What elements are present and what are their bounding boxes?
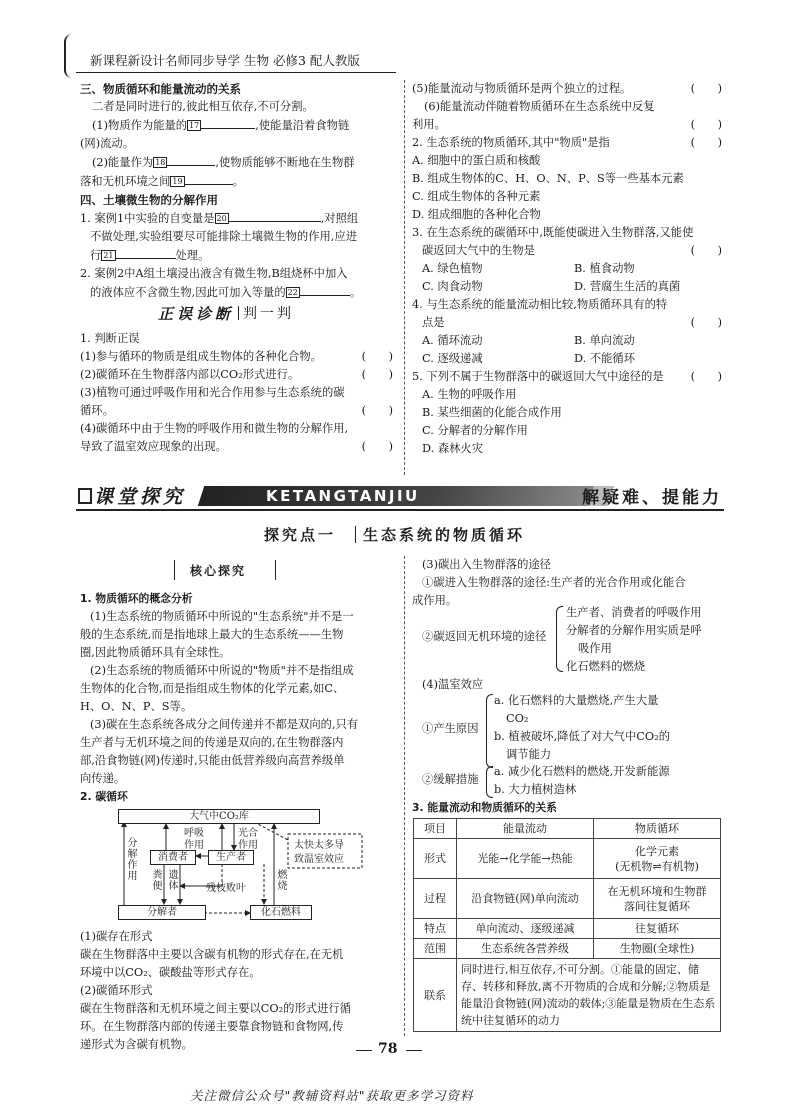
fill-blank-21[interactable] — [116, 246, 176, 259]
table-row — [414, 939, 721, 959]
consumer-box: 消费者 — [150, 850, 196, 865]
question-4b: 点是 ( ) — [412, 314, 722, 332]
judge-item-5: (5)能量流动与物质循环是两个独立的过程。 ( ) — [412, 80, 722, 98]
q4-option-d[interactable]: D. 不能循环 — [574, 352, 636, 365]
fill-blank-22[interactable] — [300, 283, 350, 296]
photosynthesis-label-2: 作用 — [238, 840, 258, 851]
carbon-forms-block — [80, 928, 395, 1054]
header-bracket — [64, 34, 72, 78]
table-cell: 往复循环 — [594, 919, 721, 939]
column-divider-top — [404, 80, 405, 475]
r4a-item-3: 调节能力 — [506, 748, 552, 761]
photosynthesis-label: 光合 — [238, 828, 258, 839]
s3-line5: 落和无机环境之间 19 。 — [80, 172, 390, 191]
comparison-table — [413, 818, 721, 1032]
comparison-table-wrap — [413, 818, 721, 1032]
q3-option-b[interactable]: B. 植食动物 — [574, 262, 635, 275]
banner-underline — [76, 509, 724, 511]
excreta-label: 粪便 — [152, 870, 163, 892]
table-cell: 形式 — [414, 839, 457, 879]
header-rule — [76, 72, 396, 73]
s3-line4: (2)能量作为 18 ,使物质能够不断地在生物群 — [80, 153, 390, 172]
banner-square-icon — [78, 488, 92, 504]
r3-title: (3)碳出入生物群落的途径 — [422, 558, 551, 571]
table-row — [414, 879, 721, 919]
r3b-item-0: 生产者、消费者的呼吸作用 — [566, 606, 702, 619]
fill-blank-17[interactable] — [201, 116, 255, 129]
judge-block — [80, 330, 393, 456]
question-3a: 3. 在生态系统的碳循环中,既能使碳进入生物群落,又能使 — [412, 226, 694, 239]
q2-option-a[interactable]: A. 细胞中的蛋白质和核酸 — [412, 154, 541, 167]
judge-item-6b: 利用。 ( ) — [412, 116, 722, 134]
right-bottom-column — [412, 556, 724, 610]
r4b-brace — [486, 766, 493, 798]
section-banner — [76, 480, 724, 510]
producer-box: 生产者 — [208, 850, 254, 865]
answer-paren[interactable]: ( ) — [690, 370, 722, 383]
greenhouse-label-2: 致温室效应 — [294, 854, 344, 865]
section3-title: 三、物质循环和能量流动的关系 — [80, 82, 241, 96]
blank-number-20: 20 — [216, 214, 227, 223]
q2-option-b[interactable]: B. 组成生物体的C、H、O、N、P、S等一些基本元素 — [412, 172, 684, 185]
r3b-item-3: 化石燃料的燃烧 — [566, 660, 646, 673]
r3b-list — [566, 604, 702, 676]
s4-line1: 1. 案例1中实验的自变量是 20 ,对照组 — [80, 209, 390, 228]
q4-option-c[interactable]: C. 逐级递减 — [422, 352, 483, 365]
table-header-cell: 项目 — [414, 819, 457, 839]
section-subtitle: 生态系统的物质循环 — [363, 526, 526, 544]
table-row — [414, 919, 721, 939]
judge-item-6a: (6)能量流动伴随着物质循环在生态系统中反复 — [424, 100, 655, 113]
carbon-cycle-diagram — [114, 808, 374, 926]
r4a-item-1: CO₂ — [506, 712, 529, 725]
answer-paren[interactable]: ( ) — [361, 350, 393, 363]
p1-line-1: 般的生态系统,而是指地球上最大的生态系统——生物 — [80, 628, 344, 641]
q5-option-d[interactable]: D. 森林火灾 — [422, 442, 484, 455]
r3b-item-2: 吸作用 — [578, 642, 612, 655]
r4b-item-1: b. 大力植树造林 — [494, 783, 577, 796]
answer-paren[interactable]: ( ) — [690, 316, 722, 329]
banner-mid-text: KETANGTANJIU — [266, 487, 420, 505]
r3b-brace — [556, 606, 563, 672]
p3-line-3: 向传递。 — [80, 772, 126, 785]
table-header-row — [414, 819, 721, 839]
respiration-label-2: 作用 — [184, 840, 204, 851]
c1-line-1: 环境中以CO₂、碳酸盐等形式存在。 — [80, 966, 261, 979]
diagnosis-heading-divider — [238, 306, 239, 320]
q3-option-d[interactable]: D. 营腐生生活的真菌 — [574, 280, 681, 293]
s4-line3: 行 21 处理。 — [80, 246, 390, 265]
table-cell: 过程 — [414, 879, 457, 919]
blank-number-21: 21 — [103, 251, 114, 260]
answer-paren[interactable]: ( ) — [361, 440, 393, 453]
table-cell: 光能→化学能→热能 — [457, 839, 594, 879]
header-title: 新课程新设计名师同步导学 生物 必修3 配人教版 — [90, 53, 360, 68]
answer-paren[interactable]: ( ) — [361, 368, 393, 381]
q5-option-c[interactable]: C. 分解者的分解作用 — [422, 424, 528, 437]
p1-line-0: (1)生态系统的物质循环中所说的"生态系统"并不是一 — [90, 610, 354, 623]
column-divider-bottom — [404, 556, 405, 1036]
table-cell: 在无机环境和生物群 落间往复循环 — [594, 879, 721, 919]
question-4a: 4. 与生态系统的能量流动相比较,物质循环具有的特 — [412, 298, 668, 311]
answer-paren[interactable]: ( ) — [690, 118, 722, 131]
r4a-item-0: a. 化石燃料的大量燃烧,产生大量 — [494, 694, 659, 707]
c2-line-0: 碳在生物群落和无机环境之间主要以CO₂的形式进行循 — [80, 1002, 351, 1015]
judge-item-4a: (4)碳循环中由于生物的呼吸作用和微生物的分解作用, — [80, 422, 349, 435]
q5-option-a[interactable]: A. 生物的呼吸作用 — [422, 388, 517, 401]
section-title-divider — [355, 526, 356, 543]
section-title: 探究点一 — [264, 526, 337, 544]
fossil-fuel-box: 化石燃料 — [250, 905, 312, 920]
blank-number-17: 17 — [189, 121, 200, 130]
q4-options-cd — [412, 350, 722, 368]
banner-right-text: 解疑难、提能力 — [582, 488, 722, 508]
s4-line5: 的液体应不含微生物,因此可加入等量的 22 。 — [80, 283, 390, 302]
r4b-list — [494, 763, 670, 799]
heading-3: 3. 能量流动和物质循环的关系 — [412, 801, 557, 814]
p3-line-0: (3)碳在生态系统各成分之间传递并不都是双向的,只有 — [90, 718, 359, 731]
respiration-label: 呼吸 — [184, 828, 204, 839]
q2-option-c[interactable]: C. 组成生物体的各种元素 — [412, 190, 541, 203]
p1-line-2: 圈,因此物质循环具有全球性。 — [80, 646, 231, 659]
q2-option-d[interactable]: D. 组成细胞的各种化合物 — [412, 208, 541, 221]
p2-line-1: 生物体的化合物,而是指组成生物体的化学元素,如C、 — [80, 682, 345, 695]
corpse-label: 遗体 — [168, 870, 179, 892]
c1-line-0: 碳在生物群落中主要以含碳有机物的形式存在,在无机 — [80, 948, 344, 961]
c2-line-1: 环。在生物群落内部的传递主要靠食物链和食物网,传 — [80, 1020, 344, 1033]
r4a-item-2: b. 植被破坏,降低了对大气中CO₂的 — [494, 730, 671, 743]
judge-title: 1. 判断正误 — [80, 332, 140, 345]
s4-line4: 2. 案例2中A组土壤浸出液含有微生物,B组烧杯中加入 — [80, 267, 348, 280]
answer-paren[interactable]: ( ) — [361, 404, 393, 417]
r4b-item-0: a. 减少化石燃料的燃烧,开发新能源 — [494, 765, 670, 778]
page-number: 78 — [378, 1041, 398, 1057]
r3b-label: ②碳返回无机环境的途径 — [422, 630, 547, 643]
r4b-label: ②缓解措施 — [422, 773, 479, 786]
litter-label: 残枝败叶 — [206, 883, 246, 894]
judge-item-3a: (3)植物可通过呼吸作用和光合作用参与生态系统的碳 — [80, 386, 345, 399]
q4-options-ab — [412, 332, 722, 350]
q5-option-b[interactable]: B. 某些细菌的化能合成作用 — [422, 406, 562, 419]
s4-line2: 不做处理,实验组要尽可能排除土壤微生物的作用,应进 — [90, 230, 358, 243]
answer-paren[interactable]: ( ) — [690, 136, 722, 149]
r3b-item-1: 分解者的分解作用实质是呼 — [566, 624, 702, 637]
judge-item-3b: 循环。 ( ) — [80, 402, 393, 420]
question-3b: 碳返回大气中的生物是 ( ) — [412, 242, 722, 260]
answer-paren[interactable]: ( ) — [690, 82, 722, 95]
table-cell: 化学元素 (无机物⇌有机物) — [594, 839, 721, 879]
right-top-column — [412, 80, 722, 458]
question-2: 2. 生态系统的物质循环,其中"物质"是指 ( ) — [412, 134, 722, 152]
r4-title: (4)温室效应 — [422, 678, 484, 691]
left-top-column — [80, 80, 390, 302]
s3-line2: (1)物质作为能量的 17 ,使能量沿着食物链 — [80, 116, 390, 135]
r3a-line-0: ①碳进入生物群落的途径:生产者的光合作用或化能合 — [422, 576, 686, 589]
table-header-cell: 物质循环 — [594, 819, 721, 839]
c2-title: (2)碳循环形式 — [80, 984, 153, 997]
left-bottom-column — [80, 590, 395, 806]
table-cell: 单向流动、逐级递减 — [457, 919, 594, 939]
p3-line-2: 部,沿食物链(网)传递时,只能由低营养级向高营养级单 — [80, 754, 345, 767]
table-link-cell: 同时进行,相互依存,不可分割。①能量的固定、储存、转移和释放,离不开物质的合成和分解;②物质是能量沿食物链(网)流动的载体;③能量是物质在生态系统中往复循环的动力 — [457, 959, 721, 1032]
p3-line-1: 生产者与无机环境之间的传递是双向的,在生物群落内 — [80, 736, 344, 749]
fill-blank-19[interactable] — [185, 172, 233, 185]
p2-line-2: H、O、N、P、S等。 — [80, 700, 193, 713]
burning-label: 燃烧 — [277, 870, 288, 892]
table-cell: 生态系统各营养级 — [457, 939, 594, 959]
table-cell: 联系 — [414, 959, 457, 1032]
q4-option-a[interactable]: A. 循环流动 — [422, 334, 483, 347]
heading-2: 2. 碳循环 — [80, 790, 128, 803]
fill-blank-20[interactable] — [229, 209, 321, 222]
answer-paren[interactable]: ( ) — [690, 244, 722, 257]
r4a-label: ①产生原因 — [422, 722, 479, 735]
decomposer-box: 分解者 — [118, 905, 206, 920]
r4a-brace — [486, 694, 493, 768]
p2-line-0: (2)生态系统的物质循环中所说的"物质"并不是指组成 — [90, 664, 354, 677]
greenhouse-label-1: 太快太多导 — [294, 840, 344, 851]
question-5: 5. 下列不属于生物群落中的碳返回大气中途径的是 ( ) — [412, 368, 722, 386]
q3-option-a[interactable]: A. 绿色植物 — [422, 262, 483, 275]
table-cell: 范围 — [414, 939, 457, 959]
s3-line1: 二者是同时进行的,彼此相互依存,不可分割。 — [92, 100, 314, 113]
core-label: 核心探究 — [190, 564, 247, 578]
banner-left-text: 课堂探究 — [94, 486, 187, 508]
judge-item-4b: 导致了温室效应现象的出现。 ( ) — [80, 438, 393, 456]
blank-number-18: 18 — [155, 158, 166, 167]
atmosphere-co2-box: 大气中CO₂库 — [118, 809, 320, 824]
heading-1: 1. 物质循环的概念分析 — [80, 592, 193, 605]
c2-line-2: 递形式为含碳有机物。 — [80, 1038, 193, 1051]
s3-line3: (网)流动。 — [80, 137, 135, 150]
q3-option-c[interactable]: C. 肉食动物 — [422, 280, 483, 293]
section4-title: 四、土壤微生物的分解作用 — [80, 193, 218, 207]
c1-title: (1)碳存在形式 — [80, 930, 153, 943]
decomposition-label: 分解作用 — [127, 838, 138, 882]
fill-blank-18[interactable] — [167, 153, 215, 166]
blank-number-22: 22 — [287, 288, 298, 297]
q4-option-b[interactable]: B. 单向流动 — [574, 334, 635, 347]
blank-number-19: 19 — [172, 177, 183, 186]
table-cell: 特点 — [414, 919, 457, 939]
footer-rule-left — [356, 1050, 372, 1051]
diagnosis-subheading: 判一判 — [243, 306, 294, 322]
footer-note: 关注微信公众号"教辅资料站"获取更多学习资料 — [190, 1088, 474, 1103]
q3-options-ab — [412, 260, 722, 278]
diagnosis-heading: 正误诊断 — [158, 305, 235, 323]
footer-rule-right — [406, 1050, 422, 1051]
r3a-line-1: 成作用。 — [412, 594, 458, 607]
table-header-cell: 能量流动 — [457, 819, 594, 839]
table-row-link — [414, 959, 721, 1032]
judge-item-2: (2)碳循环在生物群落内部以CO₂形式进行。 ( ) — [80, 366, 393, 384]
judge-item-1: (1)参与循环的物质是组成生物体的各种化合物。 ( ) — [80, 348, 393, 366]
table-cell: 沿食物链(网)单向流动 — [457, 879, 594, 919]
table-row — [414, 839, 721, 879]
q3-options-cd — [412, 278, 722, 296]
table-cell: 生物圈(全球性) — [594, 939, 721, 959]
r4a-list — [494, 692, 670, 764]
